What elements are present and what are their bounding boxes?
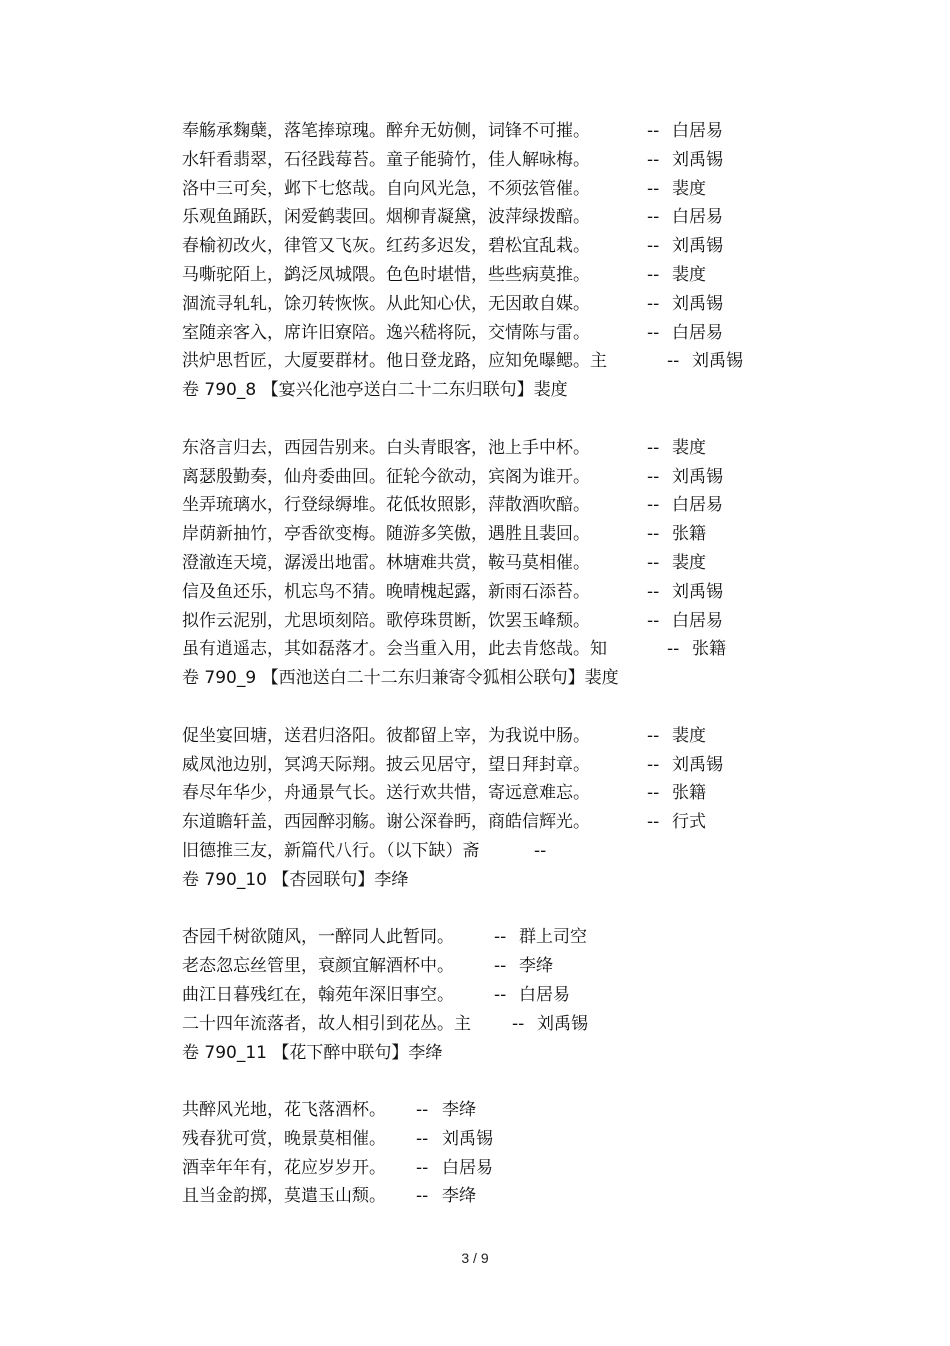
attribution-dash: -- bbox=[647, 466, 660, 487]
verse-line bbox=[182, 549, 902, 578]
verse-author: 李绛 bbox=[519, 956, 553, 977]
blank-line bbox=[182, 693, 902, 722]
verse-line bbox=[182, 808, 902, 837]
attribution-dash: -- bbox=[667, 351, 680, 372]
verse-text: 坐弄琉璃水，行登绿缛堆。花低妆照影，萍散酒吹醅。 bbox=[182, 495, 590, 516]
verse-text: 涸流寻轧轧，馀刃转恢恢。从此知心伏，无因敢自媒。 bbox=[182, 293, 590, 314]
verse-text: 虽有逍遥志，其如磊落才。会当重入用，此去肯悠哉。知 bbox=[182, 639, 607, 660]
blank-line bbox=[182, 405, 902, 434]
verse-author: 刘禹锡 bbox=[442, 1128, 493, 1149]
verse-line bbox=[182, 779, 902, 808]
verse-line bbox=[182, 607, 902, 636]
attribution-dash: -- bbox=[647, 552, 660, 573]
verse-author: 李绛 bbox=[442, 1100, 476, 1121]
attribution-dash: -- bbox=[647, 725, 660, 746]
blank-line bbox=[182, 1067, 902, 1096]
verse-text: 且当金韵掷，莫遣玉山颓。 bbox=[182, 1186, 386, 1207]
attribution-dash: -- bbox=[494, 984, 507, 1005]
verse-author: 刘禹锡 bbox=[537, 1013, 588, 1034]
verse-line bbox=[182, 491, 902, 520]
verse-text: 洛中三可矣，邺下七悠哉。自向风光急，不须弦管催。 bbox=[182, 178, 590, 199]
attribution-dash: -- bbox=[667, 639, 680, 660]
verse-author: 裴度 bbox=[672, 264, 706, 285]
verse-author: 刘禹锡 bbox=[692, 351, 743, 372]
verse-text: 春尽年华少，舟通景气长。送行欢共惜，寄远意难忘。 bbox=[182, 783, 590, 804]
attribution-dash: -- bbox=[416, 1186, 429, 1207]
verse-author: 白居易 bbox=[442, 1157, 493, 1178]
verse-line bbox=[182, 952, 902, 981]
attribution-dash: -- bbox=[534, 840, 547, 861]
verse-text: 二十四年流落者，故人相引到花丛。主 bbox=[182, 1013, 471, 1034]
verse-line bbox=[182, 117, 902, 146]
verse-line bbox=[182, 463, 902, 492]
verse-text: 旧德推三友，新篇代八行。（以下缺）斋 bbox=[182, 840, 480, 861]
verse-line bbox=[182, 837, 902, 866]
verse-line bbox=[182, 1125, 902, 1154]
attribution-dash: -- bbox=[647, 207, 660, 228]
section-heading: 卷 790_8 【宴兴化池亭送白二十二东归联句】裴度 bbox=[182, 380, 568, 401]
verse-line bbox=[182, 319, 902, 348]
verse-line bbox=[182, 261, 902, 290]
verse-line bbox=[182, 635, 902, 664]
attribution-dash: -- bbox=[647, 581, 660, 602]
verse-line bbox=[182, 520, 902, 549]
verse-text: 离瑟殷勤奏，仙舟委曲回。征轮今欲动，宾阁为谁开。 bbox=[182, 466, 590, 487]
verse-text: 威凤池边别，冥鸿天际翔。披云见居守，望日拜封章。 bbox=[182, 754, 590, 775]
attribution-dash: -- bbox=[647, 264, 660, 285]
verse-author: 裴度 bbox=[672, 725, 706, 746]
verse-text: 马嘶驼陌上，鹢泛凤城隈。色色时堪惜，些些病莫推。 bbox=[182, 264, 590, 285]
verse-author: 白居易 bbox=[672, 322, 723, 343]
verse-line bbox=[182, 981, 902, 1010]
verse-line bbox=[182, 203, 902, 232]
section-heading: 卷 790_10 【杏园联句】李绛 bbox=[182, 869, 409, 890]
verse-author: 白居易 bbox=[672, 207, 723, 228]
attribution-dash: -- bbox=[494, 927, 507, 948]
attribution-dash: -- bbox=[416, 1100, 429, 1121]
verse-line bbox=[182, 1010, 902, 1039]
section-heading: 卷 790_11 【花下醉中联句】李绛 bbox=[182, 1042, 443, 1063]
attribution-dash: -- bbox=[647, 236, 660, 257]
verse-text: 岸荫新抽竹，亭香欲变梅。随游多笑傲，遇胜且裴回。 bbox=[182, 524, 590, 545]
verse-line bbox=[182, 146, 902, 175]
verse-author: 裴度 bbox=[672, 552, 706, 573]
verse-text: 酒幸年年有，花应岁岁开。 bbox=[182, 1157, 386, 1178]
verse-author: 刘禹锡 bbox=[672, 293, 723, 314]
verse-author: 行式 bbox=[672, 812, 706, 833]
section-heading: 卷 790_9 【西池送白二十二东归兼寄令狐相公联句】裴度 bbox=[182, 668, 619, 689]
attribution-dash: -- bbox=[647, 437, 660, 458]
verse-author: 张籍 bbox=[692, 639, 726, 660]
blank-line bbox=[182, 895, 902, 924]
verse-text: 共醉风光地，花飞落酒杯。 bbox=[182, 1100, 386, 1121]
verse-text: 残春犹可赏，晚景莫相催。 bbox=[182, 1128, 386, 1149]
verse-line bbox=[182, 1154, 902, 1183]
verse-text: 澄澈连天境，潺湲出地雷。林塘难共赏，鞍马莫相催。 bbox=[182, 552, 590, 573]
verse-author: 白居易 bbox=[519, 984, 570, 1005]
verse-line bbox=[182, 722, 902, 751]
attribution-dash: -- bbox=[647, 610, 660, 631]
verse-line bbox=[182, 290, 902, 319]
verse-text: 杏园千树欲随风，一醉同人此暂同。 bbox=[182, 927, 454, 948]
verse-line bbox=[182, 751, 902, 780]
verse-author: 白居易 bbox=[672, 495, 723, 516]
verse-text: 促坐宴回塘，送君归洛阳。彼都留上宰，为我说中肠。 bbox=[182, 725, 590, 746]
verse-text: 东道瞻轩盖，西园醉羽觞。谢公深眷眄，商皓信辉光。 bbox=[182, 812, 590, 833]
verse-author: 刘禹锡 bbox=[672, 754, 723, 775]
verse-text: 信及鱼还乐，机忘鸟不猜。晚晴槐起露，新雨石添苔。 bbox=[182, 581, 590, 602]
verse-author: 刘禹锡 bbox=[672, 149, 723, 170]
attribution-dash: -- bbox=[647, 524, 660, 545]
verse-text: 室随亲客入，席许旧寮陪。逸兴嵇将阮，交情陈与雷。 bbox=[182, 322, 590, 343]
verse-text: 拟作云泥别，尤思顷刻陪。歌停珠贯断，饮罢玉峰颓。 bbox=[182, 610, 590, 631]
verse-line bbox=[182, 232, 902, 261]
verse-author: 张籍 bbox=[672, 783, 706, 804]
verse-text: 曲江日暮残红在，翰苑年深旧事空。 bbox=[182, 984, 454, 1005]
verse-text: 奉觞承麴蘖，落笔捧琼瑰。醉弁无妨侧，词锋不可摧。 bbox=[182, 121, 590, 141]
verse-line bbox=[182, 923, 902, 952]
verse-author: 白居易 bbox=[672, 610, 723, 631]
verse-author: 刘禹锡 bbox=[672, 236, 723, 257]
verse-text: 东洛言归去，西园告别来。白头青眼客，池上手中杯。 bbox=[182, 437, 590, 458]
verse-author: 白居易 bbox=[672, 121, 723, 141]
attribution-dash: -- bbox=[494, 956, 507, 977]
attribution-dash: -- bbox=[647, 495, 660, 516]
attribution-dash: -- bbox=[512, 1013, 525, 1034]
verse-text: 水轩看翡翠，石径践莓苔。童子能骑竹，佳人解咏梅。 bbox=[182, 149, 590, 170]
attribution-dash: -- bbox=[647, 121, 660, 141]
attribution-dash: -- bbox=[647, 754, 660, 775]
page-number: 3 / 9 bbox=[461, 1250, 489, 1266]
verse-author: 群上司空 bbox=[519, 927, 587, 948]
verse-line bbox=[182, 434, 902, 463]
verse-text: 洪炉思哲匠，大厦要群材。他日登龙路，应知免曝鳃。主 bbox=[182, 351, 607, 372]
verse-line bbox=[182, 175, 902, 204]
verse-author: 裴度 bbox=[672, 178, 706, 199]
verse-line bbox=[182, 578, 902, 607]
attribution-dash: -- bbox=[416, 1128, 429, 1149]
verse-line bbox=[182, 347, 902, 376]
verse-text: 春榆初改火，律管又飞灰。红药多迟发，碧松宜乱栽。 bbox=[182, 236, 590, 257]
verse-author: 刘禹锡 bbox=[672, 581, 723, 602]
attribution-dash: -- bbox=[647, 783, 660, 804]
attribution-dash: -- bbox=[647, 149, 660, 170]
attribution-dash: -- bbox=[647, 812, 660, 833]
verse-text: 老态忽忘丝管里，衰颜宜解酒杯中。 bbox=[182, 956, 454, 977]
attribution-dash: -- bbox=[647, 178, 660, 199]
attribution-dash: -- bbox=[647, 293, 660, 314]
verse-author: 裴度 bbox=[672, 437, 706, 458]
attribution-dash: -- bbox=[416, 1157, 429, 1178]
verse-author: 刘禹锡 bbox=[672, 466, 723, 487]
verse-line bbox=[182, 1096, 902, 1125]
poem-content bbox=[182, 117, 902, 1211]
verse-line bbox=[182, 1182, 902, 1211]
verse-author: 张籍 bbox=[672, 524, 706, 545]
verse-text: 乐观鱼踊跃，闲爱鹤裴回。烟柳青凝黛，波萍绿拨醅。 bbox=[182, 207, 590, 228]
verse-author: 李绛 bbox=[442, 1186, 476, 1207]
attribution-dash: -- bbox=[647, 322, 660, 343]
